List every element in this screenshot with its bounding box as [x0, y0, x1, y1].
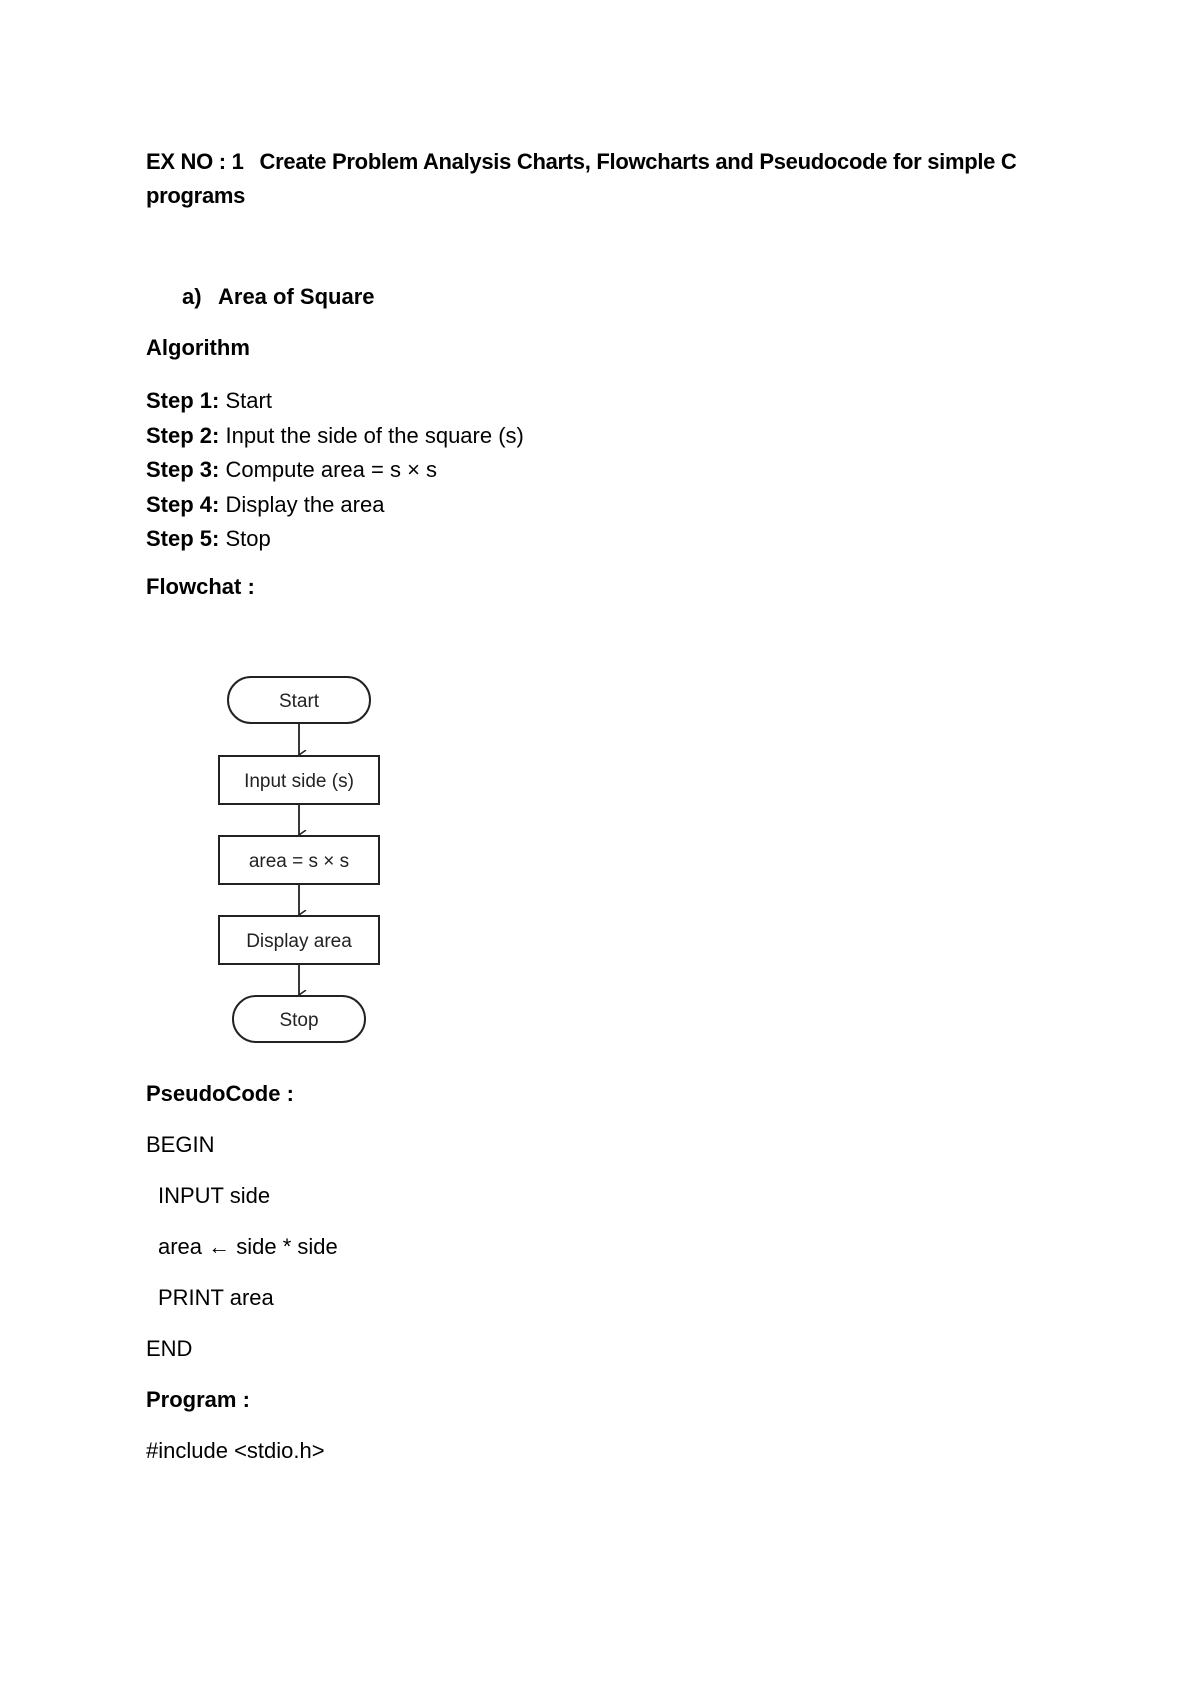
flowchart-input-label: Input side (s) [244, 771, 354, 792]
step-text: Compute area = s × s [219, 457, 438, 482]
step-text: Start [219, 388, 272, 413]
pseudocode-line: BEGIN [146, 1132, 215, 1157]
step-label: Step 3: [146, 457, 220, 482]
section-marker: a) [182, 284, 202, 309]
section-title: Area of Square [218, 284, 375, 309]
step-label: Step 1: [146, 388, 220, 413]
pseudocode-line: END [146, 1336, 193, 1361]
algorithm-step [146, 453, 524, 488]
algorithm-step [146, 488, 524, 523]
algorithm-steps [146, 384, 524, 557]
flowchart-compute-label: area = s × s [248, 851, 350, 872]
pseudocode-line: INPUT side [158, 1183, 271, 1208]
exercise-title [146, 145, 1046, 213]
exercise-title-text: Create Problem Analysis Charts, Flowcharts and Pseudocode for simple C programs [146, 149, 1017, 208]
program-code-line: #include <stdio.h> [146, 1438, 325, 1463]
step-text: Input the side of the square (s) [219, 422, 524, 448]
step-label: Step 2: [146, 422, 220, 448]
step-text: Display the area [219, 491, 385, 517]
section-heading [182, 283, 375, 311]
algorithm-step [146, 419, 524, 454]
program-heading: Program : [146, 1387, 250, 1412]
pseudocode-heading: PseudoCode : [146, 1081, 294, 1106]
algorithm-heading: Algorithm [146, 335, 250, 360]
algorithm-step [146, 384, 524, 419]
step-label: Step 5: [146, 526, 220, 551]
flowchart-display-label: Display area [246, 931, 352, 952]
step-label: Step 4: [146, 491, 220, 517]
pseudocode-line: area ← side * side [158, 1234, 338, 1259]
flowchart-start-label: Start [278, 691, 320, 712]
flowchart-heading: Flowchat : [146, 574, 255, 599]
algorithm-step [146, 522, 524, 557]
flowchart-diagram [210, 665, 410, 1055]
step-text: Stop [219, 526, 271, 551]
flowchart-stop-label: Stop [279, 1010, 319, 1031]
exercise-number: EX NO : 1 [146, 149, 244, 174]
pseudocode-line: PRINT area [158, 1285, 274, 1310]
